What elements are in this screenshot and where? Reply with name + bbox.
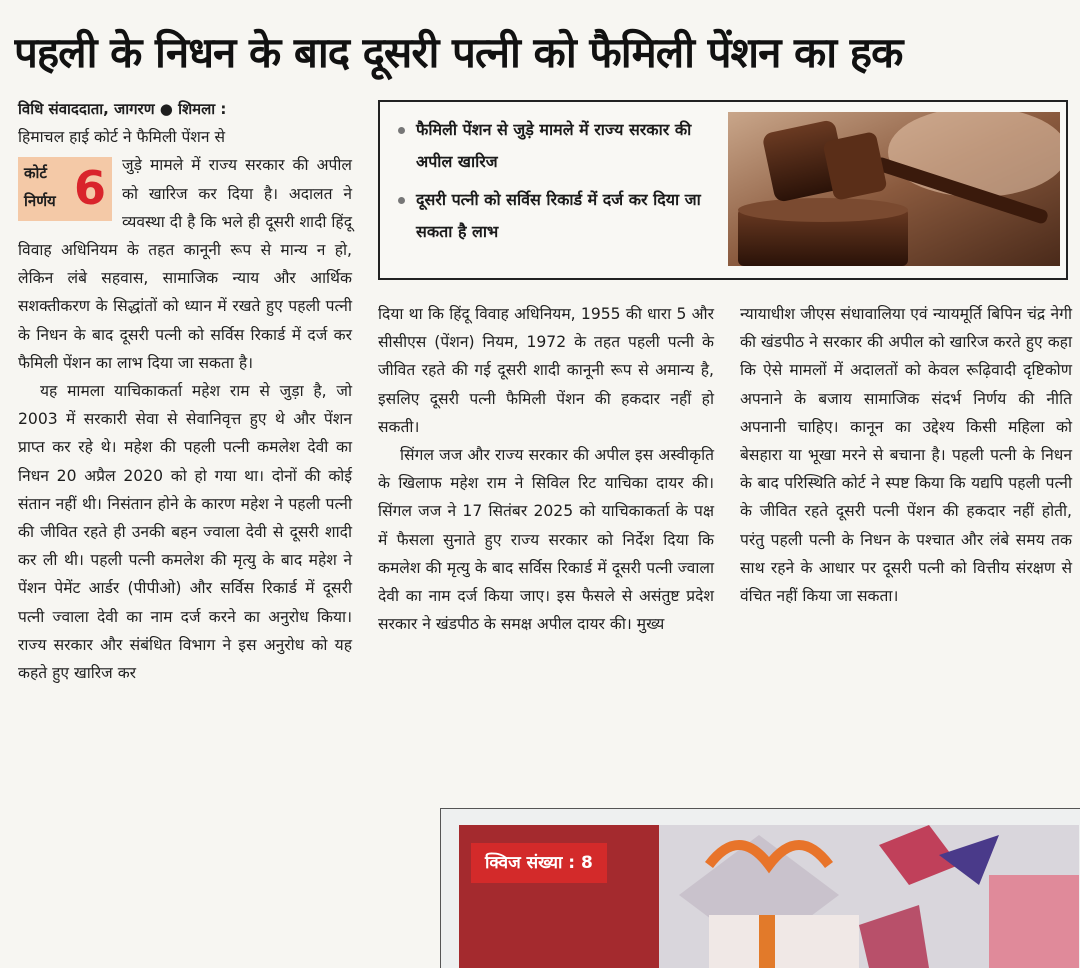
quiz-advert[interactable]	[440, 808, 1080, 968]
column-2	[378, 300, 714, 638]
badge-number: 6	[73, 161, 106, 216]
intro-line: हिमाचल हाई कोर्ट ने फैमिली पेंशन से	[18, 128, 226, 147]
bullet-icon	[398, 127, 405, 134]
court-decision-badge	[18, 157, 112, 221]
highlight-box	[378, 100, 1068, 280]
highlight-text: दूसरी पत्नी को सर्विस रिकार्ड में दर्ज कर दिया जा सकता है लाभ	[416, 190, 701, 241]
headline: पहली के निधन के बाद दूसरी पत्नी को फैमिली पेंशन का हक	[14, 28, 903, 77]
case-paragraph: यह मामला याचिकाकर्ता महेश राम से जुड़ा है, जो 2003 में सरकारी सेवा से सेवानिवृत्त हुए थे और पेंशन प्राप्त कर रहे थे। महेश की पहली पत्नी कमलेश देवी का निधन 20 अप्रैल 2020 को हो गया था। दोनों की कोई संतान नहीं थी। निसंतान होने के कारण महेश ने पहली पत्नी की जीवित रहते ही उनकी बहन ज्वाला देवी से दूसरी शादी कर ली थी। पहली पत्नी कमलेश की मृत्यु के बाद महेश ने पेंशन पेमेंट आर्डर (पीपीओ) और सर्विस रिकार्ड में दूसरी पत्नी ज्वाला देवी का नाम दर्ज करने का अनुरोध किया। राज्य सरकार और संबंधित विभाग ने इस अनुरोध को यह कहते हुए खारिज कर	[18, 382, 352, 683]
law-paragraph: दिया था कि हिंदू विवाह अधिनियम, 1955 की धारा 5 और सीसीएस (पेंशन) नियम, 1972 के तहत पहली पत्नी के जीवित रहते की गई दूसरी शादी कानूनी रूप से अमान्य है, इसलिए दूसरी पत्नी फैमिली पेंशन की हकदार नहीं हो सकती।	[378, 305, 714, 436]
column-1	[18, 95, 352, 687]
bullet-icon	[398, 197, 405, 204]
highlight-list	[398, 114, 718, 254]
highlight-item	[398, 114, 718, 178]
badge-word-decision: निर्णय	[24, 192, 56, 211]
bench-paragraph: न्यायाधीश जीएस संधावालिया एवं न्यायमूर्ति बिपिन चंद्र नेगी की खंडपीठ ने सरकार की अपील को खारिज करते हुए कहा कि ऐसे मामलों में अदालतों को केवल रूढ़िवादी दृष्टिकोण अपनाने के बजाय सामाजिक संदर्भ निर्णय की नीति अपनानी चाहिए। कानून का उद्देश्य किसी महिला को बेसहारा या भूखा मरने से बचाना है। पहली पत्नी के निधन के बाद परिस्थिति कोर्ट ने स्पष्ट किया कि यद्यपि पहली पत्नी के जीवित रहते दूसरी पत्नी पेंशन की हकदार नहीं होती, परंतु पहली पत्नी के निधन के पश्चात और लंबे समय तक साथ रहने के आधार पर दूसरी पत्नी को वित्तीय संरक्षण से वंचित नहीं किया जा सकता।	[740, 305, 1072, 606]
byline: विधि संवाददाता, जागरण ● शिमला :	[18, 100, 227, 118]
quiz-number-tag: क्विज संख्या : 8	[471, 843, 607, 883]
gavel-icon	[728, 112, 1060, 266]
column-3	[740, 300, 1072, 610]
badge-word-court: कोर्ट	[24, 164, 47, 183]
appeal-paragraph: सिंगल जज और राज्य सरकार की अपील इस अस्वीकृति के खिलाफ महेश राम ने सिविल रिट याचिका दायर की। सिंगल जज ने 17 सितंबर 2025 को याचिकाकर्ता के पक्ष में फैसला सुनाते हुए राज्य सरकार को निर्देश दिया कि कमलेश की मृत्यु के बाद सर्विस रिकार्ड में दूसरी पत्नी ज्वाला देवी का नाम दर्ज किया जाए। इस फैसले से असंतुष्ट प्रदेश सरकार ने खंडपीठ के समक्ष अपील दायर की। मुख्य	[378, 446, 714, 634]
highlight-text: फैमिली पेंशन से जुड़े मामले में राज्य सरकार की अपील खारिज	[416, 120, 692, 171]
intro-paragraph: जुड़े मामले में राज्य सरकार की अपील को खारिज कर दिया है। अदालत ने व्यवस्था दी है कि भले ही दूसरी शादी हिंदू विवाह अधिनियम के तहत कानूनी रूप से मान्य न हो, लेकिन लंबे सहवास, सामाजिक न्याय और आर्थिक सशक्तीकरण के सिद्धांतों को ध्यान में रखते हुए पहली पत्नी के निधन के बाद दूसरी पत्नी को सर्विस रिकार्ड में दर्ज कर फैमिली पेंशन का लाभ दिया जा सकता है।	[18, 156, 352, 372]
highlight-item	[398, 184, 718, 248]
